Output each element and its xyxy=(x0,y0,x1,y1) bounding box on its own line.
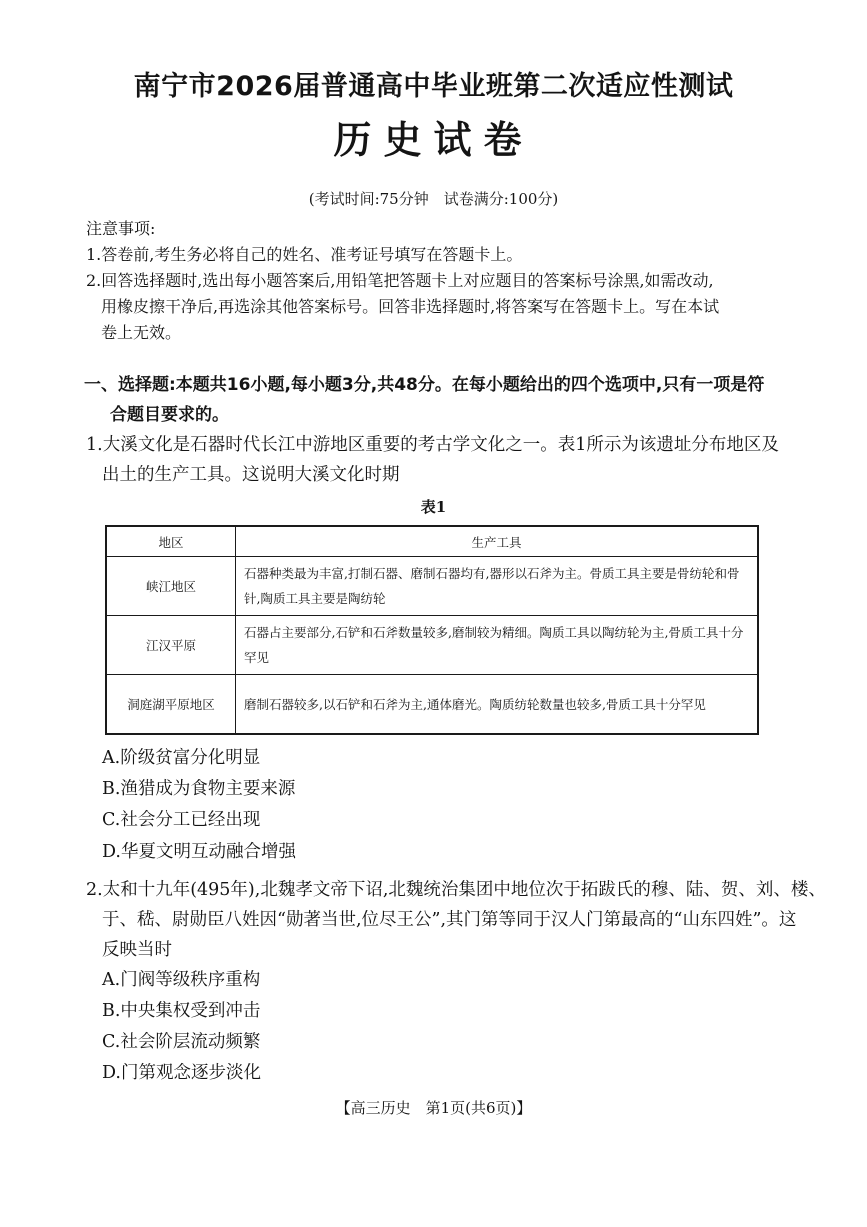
q1-table xyxy=(105,525,759,735)
q2-option-a: A.门阀等级秩序重构 xyxy=(102,970,261,990)
section-heading-line-1: 一、选择题:本题共16小题,每小题3分,共48分。在每小题给出的四个选项中,只有一项是符 xyxy=(84,375,765,395)
q1-option-d: D.华夏文明互动融合增强 xyxy=(102,842,296,862)
q2-stem-line-3: 反映当时 xyxy=(102,940,172,960)
table-cell-tools: 石器占主要部分,石铲和石斧数量较多,磨制较为精细。陶质工具以陶纺轮为主,骨质工具十分罕见 xyxy=(236,616,759,675)
exam-title: 南宁市2026届普通高中毕业班第二次适应性测试 xyxy=(133,71,734,102)
q2-stem-line-2: 于、嵇、尉勋臣八姓因“勋著当世,位尽王公”,其门第等同于汉人门第最高的“山东四姓”。这 xyxy=(102,910,797,930)
table-cell-region: 洞庭湖平原地区 xyxy=(106,675,236,735)
q2-option-d: D.门第观念逐步淡化 xyxy=(102,1063,261,1083)
q1-option-a: A.阶级贫富分化明显 xyxy=(102,748,261,768)
table-header-region: 地区 xyxy=(106,526,236,557)
q2-option-b: B.中央集权受到冲击 xyxy=(102,1001,261,1021)
q1-option-b: B.渔猎成为食物主要来源 xyxy=(102,779,296,799)
q2-option-c: C.社会阶层流动频繁 xyxy=(102,1032,261,1052)
table-cell-tools: 磨制石器较多,以石铲和石斧为主,通体磨光。陶质纺轮数量也较多,骨质工具十分罕见 xyxy=(236,675,759,735)
q2-stem-line-1: 2.太和十九年(495年),北魏孝文帝下诏,北魏统治集团中地位次于拓跋氏的穆、陆、贺、刘、楼、 xyxy=(86,880,826,900)
notice-item-2-line-3: 卷上无效。 xyxy=(101,323,182,342)
table-cell-region: 峡江地区 xyxy=(106,557,236,616)
notice-item-2-line-2: 用橡皮擦干净后,再选涂其他答案标号。回答非选择题时,将答案写在答题卡上。写在本试 xyxy=(101,297,720,316)
q1-stem-line-1: 1.大溪文化是石器时代长江中游地区重要的考古学文化之一。表1所示为该遗址分布地区及 xyxy=(86,435,779,455)
subject-title: 历史试卷 xyxy=(333,118,534,162)
section-heading-line-2: 合题目要求的。 xyxy=(110,405,229,425)
notice-item-2-line-1: 2.回答选择题时,选出每小题答案后,用铅笔把答题卡上对应题目的答案标号涂黑,如需改动, xyxy=(86,271,714,290)
page-footer: 【高三历史 第1页(共6页)】 xyxy=(335,1099,532,1117)
table-cell-tools: 石器种类最为丰富,打制石器、磨制石器均有,器形以石斧为主。骨质工具主要是骨纺轮和骨针,陶质工具主要是陶纺轮 xyxy=(236,557,759,616)
notice-heading: 注意事项: xyxy=(86,219,156,238)
table-caption: 表1 xyxy=(420,498,447,516)
notice-item-1: 1.答卷前,考生务必将自己的姓名、准考证号填写在答题卡上。 xyxy=(86,245,523,264)
table-header-tools: 生产工具 xyxy=(236,526,759,557)
q1-option-c: C.社会分工已经出现 xyxy=(102,810,261,830)
table-row xyxy=(106,557,758,616)
table-row xyxy=(106,675,758,735)
q1-stem-line-2: 出土的生产工具。这说明大溪文化时期 xyxy=(102,465,400,485)
table-cell-region: 江汉平原 xyxy=(106,616,236,675)
table-row xyxy=(106,616,758,675)
exam-info: (考试时间:75分钟 试卷满分:100分) xyxy=(308,190,559,208)
